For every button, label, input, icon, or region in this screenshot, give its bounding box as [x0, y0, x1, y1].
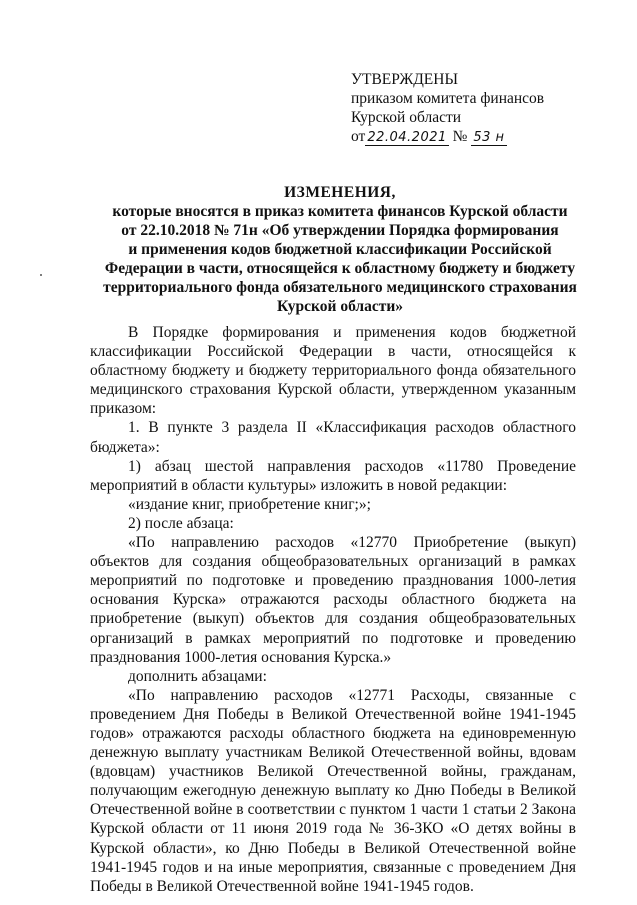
date-prefix: от: [351, 128, 366, 145]
margin-dot: [40, 274, 42, 276]
handwritten-date: 22.04.2021: [367, 130, 447, 145]
body-paragraph: 2) после абзаца:: [128, 514, 234, 532]
body-paragraph: 1. В пункте 3 раздела II «Классификация расходов областного бюджета»:: [90, 419, 576, 456]
heading-title: ИЗМЕНЕНИЯ,: [284, 184, 396, 201]
heading-line: и применения кодов бюджетной классификации Российской: [128, 241, 552, 258]
body-paragraph: В Порядке формирования и применения кодов бюджетной классификации Российской Федерации в части, относящейся к областному бюджету и бюджету территориального фонда обязательного медицинского страхования Курской области, утвержденном указанным приказом:: [90, 324, 576, 418]
handwritten-number: 53 н: [473, 130, 505, 145]
number-prefix: №: [452, 128, 468, 145]
approval-line-2: Курской области: [351, 109, 462, 126]
body-paragraph: дополнить абзацами:: [128, 667, 267, 685]
approval-stamp: [351, 70, 591, 147]
heading-line: которые вносятся в приказ комитета финансов Курской области: [112, 203, 568, 220]
approval-date-line: [351, 127, 591, 147]
approval-line-1: приказом комитета финансов: [351, 90, 545, 107]
body-paragraph: «издание книг, приобретение книг;»;: [128, 495, 371, 513]
document-heading: [90, 183, 590, 316]
body-paragraph: 1) абзац шестой направления расходов «11780 Проведение мероприятий в области культуры» изложить в новой редакции:: [90, 457, 576, 494]
body-paragraph: «По направлению расходов «12771 Расходы, связанные с проведением Дня Победы в Великой Отечественной войне 1941-1945 годов» отражаются расходы областного бюджета на единовременную денежную выплату участникам Великой Отечественной войны, вдовам (вдовцам) участников Великой Отечественной войны, гражданам, получающим ежегодную денежную выплату ко Дню Победы в Великой Отечественной войне в соответствии с пунктом 1 части 1 статьи 2 Закона Курской области от 11 июня 2019 года № 36-ЗКО «О детях войны в Курской области», ко Дню Победы в Великой Отечественной войне 1941-1945 годов и на иные мероприятия, связанные с проведением Дня Победы в Великой Отечественной войне 1941-1945 годов.: [90, 686, 576, 895]
body-paragraph: «По направлению расходов «12770 Приобретение (выкуп) объектов для создания общеобразовательных организаций в рамках мероприятий по подготовке и проведению празднования 1000-летия основания Курска» отражаются расходы областного бюджета на приобретение (выкуп) объектов для создания общеобразовательных организаций в рамках мероприятий по подготовке и проведению празднования 1000-летия основания Курска.»: [90, 534, 576, 666]
approval-title: УТВЕРЖДЕНЫ: [351, 71, 458, 88]
document-body: [90, 323, 576, 896]
heading-line: территориального фонда обязательного медицинского страхования: [103, 279, 577, 296]
heading-line: от 22.10.2018 № 71н «Об утверждении Порядка формирования: [121, 222, 559, 239]
heading-line: Федерации в части, относящейся к областному бюджету и бюджету: [104, 260, 576, 277]
heading-line: Курской области»: [276, 298, 404, 315]
